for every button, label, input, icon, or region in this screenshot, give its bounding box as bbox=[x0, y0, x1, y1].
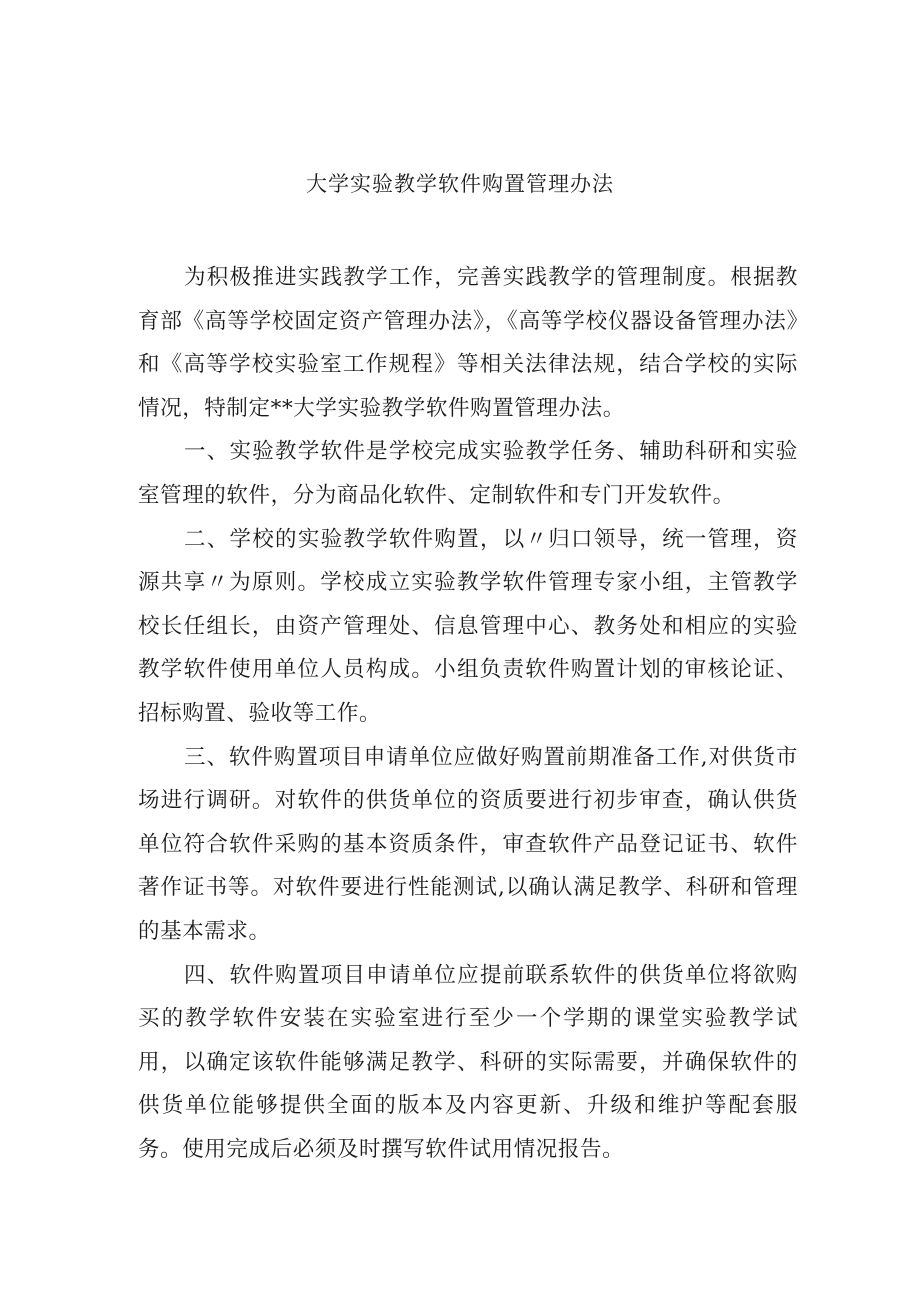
document-body bbox=[138, 256, 798, 1171]
paragraph-article-1: 一、实验教学软件是学校完成实验教学任务、辅助科研和实验室管理的软件，分为商品化软件、定制软件和专门开发软件。 bbox=[138, 439, 798, 508]
paragraph-article-4: 四、软件购置项目申请单位应提前联系软件的供货单位将欲购买的教学软件安装在实验室进行至少一个学期的课堂实验教学试用，以确定该软件能够满足教学、科研的实际需要，并确保软件的供货单位能够提供全面的版本及内容更新、升级和维护等配套服务。使用完成后必须及时撰写软件试用情况报告。 bbox=[138, 962, 798, 1162]
document-title: 大学实验教学软件购置管理办法 bbox=[306, 172, 614, 196]
paragraph-article-2: 二、学校的实验教学软件购置，以〃归口领导，统一管理，资源共享〃为原则。学校成立实验教学软件管理专家小组，主管教学校长任组长，由资产管理处、信息管理中心、教务处和相应的实验教学软件使用单位人员构成。小组负责软件购置计划的审核论证、招标购置、验收等工作。 bbox=[138, 526, 798, 726]
paragraph-preamble: 为积极推进实践教学工作，完善实践教学的管理制度。根据教育部《高等学校固定资产管理办法》，《高等学校仪器设备管理办法》和《高等学校实验室工作规程》等相关法律法规，结合学校的实际情况，特制定**大学实验教学软件购置管理办法。 bbox=[138, 265, 798, 421]
paragraph-article-3: 三、软件购置项目申请单位应做好购置前期准备工作,对供货市场进行调研。对软件的供货单位的资质要进行初步审查，确认供货单位符合软件采购的基本资质条件，审查软件产品登记证书、软件著作证书等。对软件要进行性能测试,以确认满足教学、科研和管理的基本需求。 bbox=[138, 744, 798, 944]
